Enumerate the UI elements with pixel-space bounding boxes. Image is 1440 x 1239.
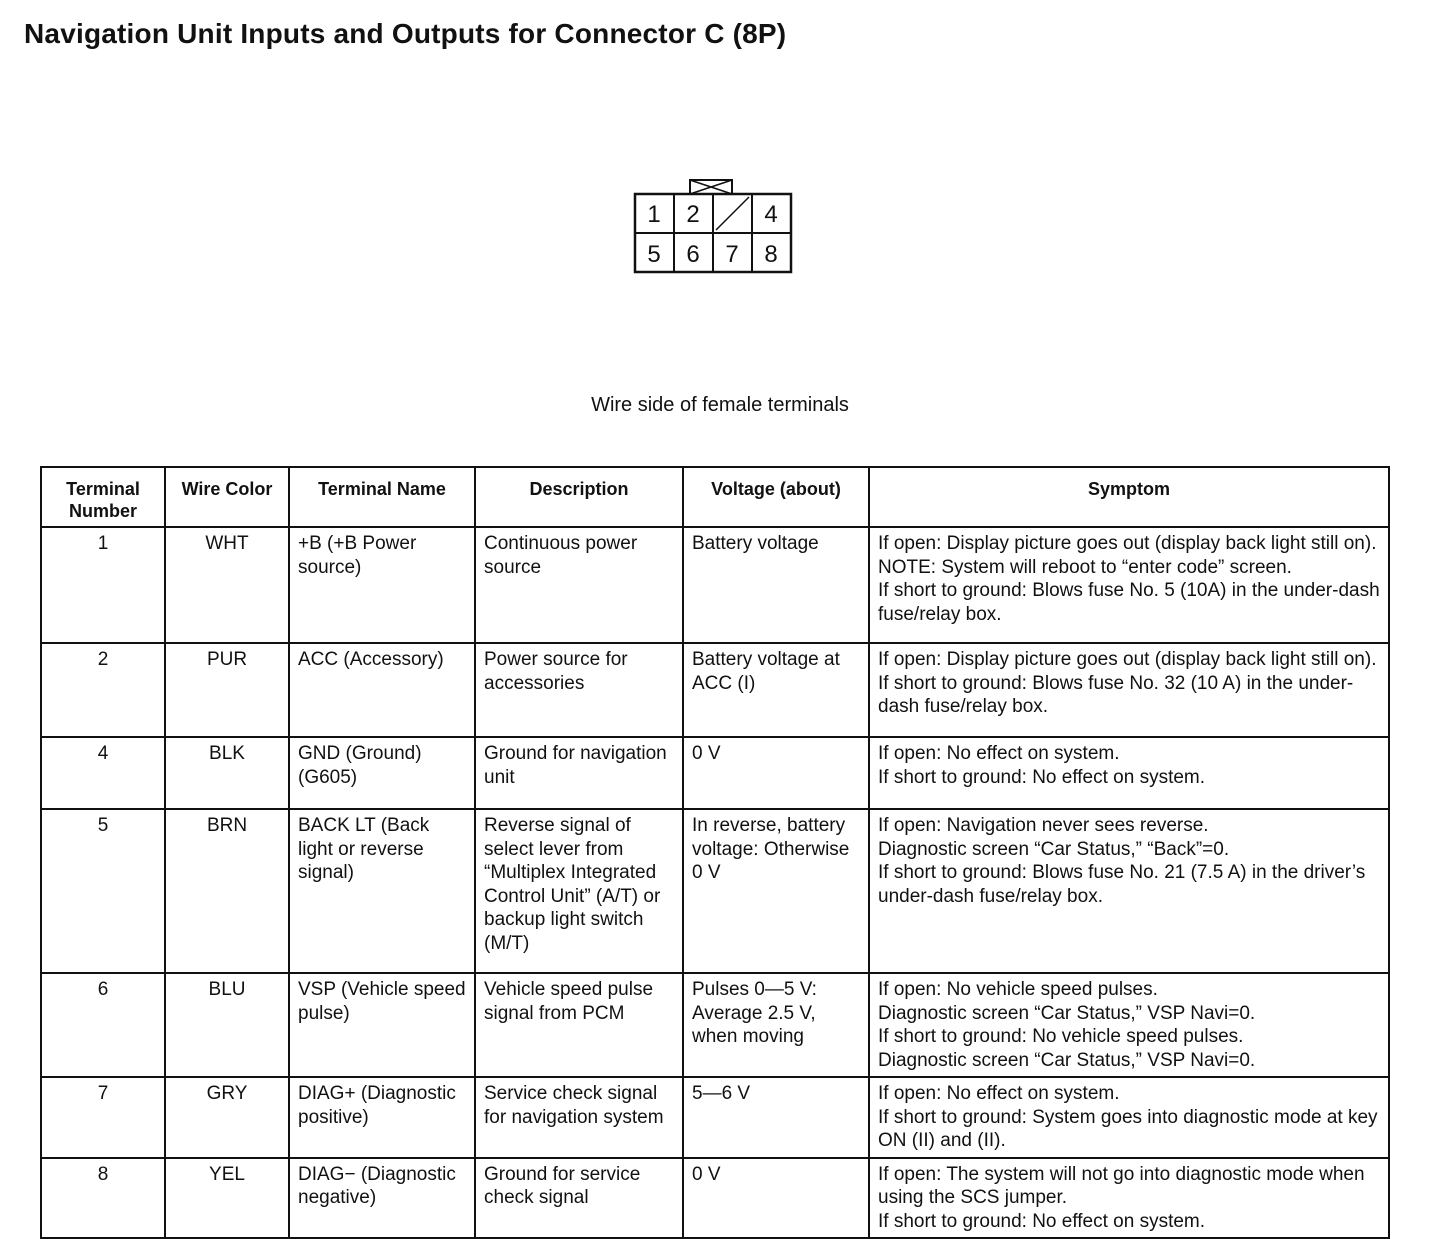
voltage: 0 V	[683, 737, 869, 809]
terminal-name: ACC (Accessory)	[289, 643, 475, 737]
header-description: Description	[475, 467, 683, 527]
symptom-line: Diagnostic screen “Car Status,” VSP Navi=0.	[878, 1049, 1256, 1071]
terminal-name: DIAG+ (Diagnostic positive)	[289, 1077, 475, 1158]
symptom-line: If short to ground: No vehicle speed pulses.	[878, 1026, 1244, 1047]
pin-label: 5	[647, 241, 661, 268]
symptom-line: If open: Navigation never sees reverse.	[878, 815, 1209, 836]
symptom	[869, 737, 1389, 809]
symptom-line: If open: No effect on system.	[878, 1083, 1120, 1104]
wire-color: BLK	[165, 737, 289, 809]
voltage: 0 V	[683, 1158, 869, 1239]
table-row	[41, 973, 1389, 1077]
symptom-line: If open: No effect on system.	[878, 743, 1120, 764]
table-row	[41, 809, 1389, 973]
symptom-line: If short to ground: Blows fuse No. 5 (10A) in the under-dash fuse/relay box.	[878, 580, 1380, 625]
wire-color: YEL	[165, 1158, 289, 1239]
wire-color: BLU	[165, 973, 289, 1077]
terminal-name: GND (Ground) (G605)	[289, 737, 475, 809]
voltage: 5—6 V	[683, 1077, 869, 1158]
terminal-name: BACK LT (Back light or reverse signal)	[289, 809, 475, 973]
wire-color: BRN	[165, 809, 289, 973]
table-row	[41, 737, 1389, 809]
header-terminal-name: Terminal Name	[289, 467, 475, 527]
voltage: Battery voltage at ACC (I)	[683, 643, 869, 737]
table-row	[41, 1077, 1389, 1158]
description: Continuous power source	[475, 527, 683, 643]
description: Ground for service check signal	[475, 1158, 683, 1239]
pin-label: 7	[725, 241, 739, 268]
page-title: Navigation Unit Inputs and Outputs for Connector C (8P)	[24, 18, 787, 49]
wire-color: WHT	[165, 527, 289, 643]
symptom	[869, 1077, 1389, 1158]
terminal-number: 8	[41, 1158, 165, 1239]
io-table	[40, 466, 1390, 1239]
terminal-number: 4	[41, 737, 165, 809]
symptom-line: If short to ground: Blows fuse No. 32 (10 A) in the under-dash fuse/relay box.	[878, 672, 1354, 717]
terminal-number: 1	[41, 527, 165, 643]
table-row	[41, 527, 1389, 643]
header-voltage: Voltage (about)	[683, 467, 869, 527]
terminal-name: +B (+B Power source)	[289, 527, 475, 643]
terminal-name: VSP (Vehicle speed pulse)	[289, 973, 475, 1077]
symptom-line: If short to ground: System goes into diagnostic mode at key ON (II) and (II).	[878, 1106, 1378, 1151]
terminal-number: 7	[41, 1077, 165, 1158]
voltage: In reverse, battery voltage: Otherwise 0 V	[683, 809, 869, 973]
voltage: Battery voltage	[683, 527, 869, 643]
terminal-number: 2	[41, 643, 165, 737]
description: Vehicle speed pulse signal from PCM	[475, 973, 683, 1077]
pin-label: 2	[686, 201, 700, 228]
symptom	[869, 527, 1389, 643]
wire-color: GRY	[165, 1077, 289, 1158]
symptom	[869, 809, 1389, 973]
symptom-line: Diagnostic screen “Car Status,” VSP Navi=0.	[878, 1002, 1256, 1024]
symptom-line: If open: The system will not go into diagnostic mode when using the SCS jumper.	[878, 1163, 1365, 1208]
symptom-line: If short to ground: No effect on system.	[878, 1210, 1206, 1232]
pin-label: 1	[647, 201, 661, 228]
description: Power source for accessories	[475, 643, 683, 737]
symptom	[869, 973, 1389, 1077]
terminal-number: 6	[41, 973, 165, 1077]
connector-caption: Wire side of female terminals	[591, 394, 849, 416]
terminal-name: DIAG− (Diagnostic negative)	[289, 1158, 475, 1239]
symptom-line: Diagnostic screen “Car Status,” “Back”=0.	[878, 838, 1230, 860]
header-terminal-number: Terminal Number	[41, 467, 165, 527]
description: Service check signal for navigation system	[475, 1077, 683, 1158]
connector-diagram	[630, 176, 796, 276]
symptom-line: If open: No vehicle speed pulses.	[878, 979, 1158, 1000]
terminal-number: 5	[41, 809, 165, 973]
symptom-line: If open: Display picture goes out (display back light still on).	[878, 533, 1377, 554]
pin-label: 6	[686, 241, 700, 268]
header-wire-color: Wire Color	[165, 467, 289, 527]
symptom-line: If short to ground: Blows fuse No. 21 (7.5 A) in the driver’s under-dash fuse/relay box.	[878, 862, 1366, 907]
symptom-line: If open: Display picture goes out (display back light still on).	[878, 649, 1377, 670]
pin-label: 4	[764, 201, 778, 228]
table-header-row	[41, 467, 1389, 527]
symptom-line: NOTE: System will reboot to “enter code” screen.	[878, 556, 1292, 578]
pin-label: 8	[764, 241, 778, 268]
voltage: Pulses 0—5 V: Average 2.5 V, when moving	[683, 973, 869, 1077]
symptom-line: If short to ground: No effect on system.	[878, 766, 1206, 788]
wire-color: PUR	[165, 643, 289, 737]
description: Ground for navigation unit	[475, 737, 683, 809]
description: Reverse signal of select lever from “Multiplex Integrated Control Unit” (A/T) or backup light switch (M/T)	[475, 809, 683, 973]
symptom	[869, 643, 1389, 737]
table-row	[41, 643, 1389, 737]
header-symptom: Symptom	[869, 467, 1389, 527]
